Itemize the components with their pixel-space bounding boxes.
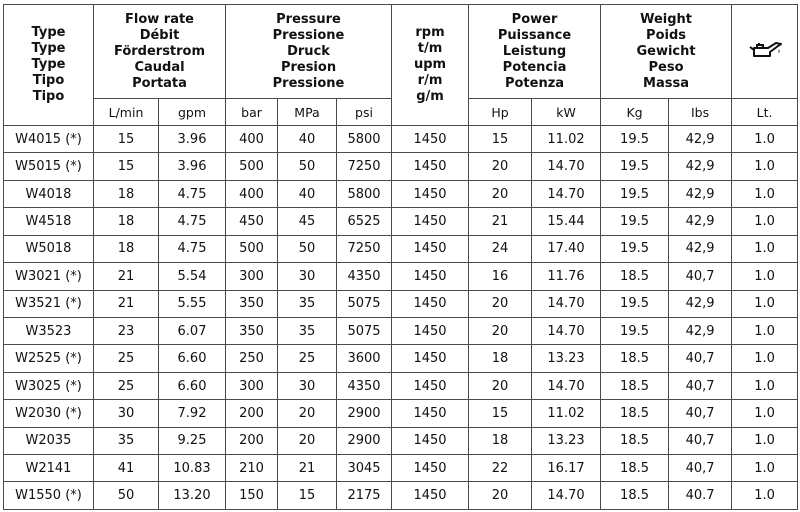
cell-rpm: 1450 <box>392 290 469 317</box>
unit-gpm: gpm <box>159 99 226 126</box>
cell-pressure-bar: 450 <box>226 208 278 235</box>
cell-model: W5018 <box>4 235 94 262</box>
unit-lmin: L/min <box>94 99 159 126</box>
cell-power-hp: 22 <box>469 455 532 482</box>
cell-power-kw: 13.23 <box>532 427 601 454</box>
cell-flow-lmin: 21 <box>94 263 159 290</box>
cell-flow-gpm: 10.83 <box>159 455 226 482</box>
cell-pressure-psi: 5800 <box>337 180 392 207</box>
power-header: Power Puissance Leistung Potencia Potenza <box>469 5 601 99</box>
cell-pressure-bar: 500 <box>226 153 278 180</box>
cell-weight-kg: 19.5 <box>601 153 669 180</box>
cell-weight-kg: 18.5 <box>601 263 669 290</box>
cell-weight-lbs: 42,9 <box>669 235 732 262</box>
cell-pressure-bar: 250 <box>226 345 278 372</box>
cell-flow-gpm: 13.20 <box>159 482 226 510</box>
cell-pressure-psi: 3045 <box>337 455 392 482</box>
table-row <box>4 290 798 317</box>
cell-power-kw: 17.40 <box>532 235 601 262</box>
cell-weight-lbs: 42,9 <box>669 317 732 344</box>
cell-weight-lbs: 40,7 <box>669 263 732 290</box>
cell-pressure-mpa: 25 <box>278 345 337 372</box>
cell-power-hp: 18 <box>469 345 532 372</box>
table-row <box>4 126 798 153</box>
cell-model: W2030 (*) <box>4 400 94 427</box>
cell-power-hp: 20 <box>469 372 532 399</box>
rpm-header: rpm t/m upm r/m g/m <box>392 5 469 126</box>
cell-flow-lmin: 50 <box>94 482 159 510</box>
table-row <box>4 153 798 180</box>
cell-pressure-psi: 2900 <box>337 427 392 454</box>
cell-pressure-psi: 5075 <box>337 290 392 317</box>
cell-power-kw: 14.70 <box>532 180 601 207</box>
cell-oil-lt: 1.0 <box>732 235 798 262</box>
cell-weight-kg: 18.5 <box>601 455 669 482</box>
cell-flow-gpm: 4.75 <box>159 208 226 235</box>
cell-rpm: 1450 <box>392 400 469 427</box>
cell-model: W2141 <box>4 455 94 482</box>
cell-rpm: 1450 <box>392 317 469 344</box>
cell-pressure-bar: 400 <box>226 180 278 207</box>
cell-flow-gpm: 7.92 <box>159 400 226 427</box>
cell-power-hp: 18 <box>469 427 532 454</box>
cell-pressure-bar: 150 <box>226 482 278 510</box>
cell-flow-gpm: 4.75 <box>159 235 226 262</box>
cell-flow-gpm: 3.96 <box>159 126 226 153</box>
cell-pressure-bar: 210 <box>226 455 278 482</box>
table-body <box>4 126 798 510</box>
cell-power-kw: 11.02 <box>532 126 601 153</box>
weight-header: Weight Poids Gewicht Peso Massa <box>601 5 732 99</box>
cell-pressure-bar: 300 <box>226 263 278 290</box>
cell-power-hp: 15 <box>469 400 532 427</box>
cell-pressure-psi: 4350 <box>337 263 392 290</box>
cell-pressure-psi: 5800 <box>337 126 392 153</box>
cell-pressure-mpa: 20 <box>278 400 337 427</box>
cell-flow-lmin: 25 <box>94 345 159 372</box>
table-row <box>4 482 798 510</box>
cell-pressure-psi: 2175 <box>337 482 392 510</box>
cell-oil-lt: 1.0 <box>732 482 798 510</box>
cell-weight-lbs: 42,9 <box>669 290 732 317</box>
cell-pressure-mpa: 40 <box>278 180 337 207</box>
cell-pressure-mpa: 20 <box>278 427 337 454</box>
table-row <box>4 180 798 207</box>
cell-oil-lt: 1.0 <box>732 317 798 344</box>
cell-oil-lt: 1.0 <box>732 372 798 399</box>
cell-flow-lmin: 25 <box>94 372 159 399</box>
cell-model: W4015 (*) <box>4 126 94 153</box>
cell-oil-lt: 1.0 <box>732 208 798 235</box>
cell-pressure-mpa: 21 <box>278 455 337 482</box>
cell-model: W3025 (*) <box>4 372 94 399</box>
cell-flow-lmin: 15 <box>94 153 159 180</box>
cell-weight-lbs: 42,9 <box>669 126 732 153</box>
cell-pressure-bar: 300 <box>226 372 278 399</box>
unit-kw: kW <box>532 99 601 126</box>
unit-bar: bar <box>226 99 278 126</box>
cell-flow-lmin: 35 <box>94 427 159 454</box>
cell-pressure-bar: 350 <box>226 317 278 344</box>
cell-rpm: 1450 <box>392 208 469 235</box>
cell-rpm: 1450 <box>392 263 469 290</box>
cell-flow-lmin: 18 <box>94 180 159 207</box>
cell-pressure-bar: 200 <box>226 427 278 454</box>
cell-pressure-bar: 500 <box>226 235 278 262</box>
unit-hp: Hp <box>469 99 532 126</box>
cell-power-kw: 11.76 <box>532 263 601 290</box>
cell-oil-lt: 1.0 <box>732 153 798 180</box>
cell-flow-gpm: 9.25 <box>159 427 226 454</box>
cell-pressure-mpa: 50 <box>278 153 337 180</box>
pump-spec-table <box>3 4 798 510</box>
cell-power-hp: 20 <box>469 317 532 344</box>
cell-flow-gpm: 6.07 <box>159 317 226 344</box>
cell-pressure-mpa: 35 <box>278 317 337 344</box>
cell-weight-lbs: 40,7 <box>669 455 732 482</box>
cell-rpm: 1450 <box>392 455 469 482</box>
table-row <box>4 235 798 262</box>
cell-model: W4018 <box>4 180 94 207</box>
cell-power-hp: 16 <box>469 263 532 290</box>
cell-flow-gpm: 6.60 <box>159 345 226 372</box>
cell-flow-lmin: 41 <box>94 455 159 482</box>
cell-power-kw: 14.70 <box>532 153 601 180</box>
cell-model: W3021 (*) <box>4 263 94 290</box>
unit-kg: Kg <box>601 99 669 126</box>
cell-weight-lbs: 40,7 <box>669 345 732 372</box>
unit-lbs: Ibs <box>669 99 732 126</box>
cell-pressure-psi: 6525 <box>337 208 392 235</box>
cell-power-kw: 14.70 <box>532 372 601 399</box>
cell-power-hp: 20 <box>469 290 532 317</box>
cell-oil-lt: 1.0 <box>732 290 798 317</box>
cell-power-hp: 20 <box>469 482 532 510</box>
cell-oil-lt: 1.0 <box>732 180 798 207</box>
cell-power-hp: 15 <box>469 126 532 153</box>
table-row <box>4 345 798 372</box>
table-row <box>4 400 798 427</box>
cell-rpm: 1450 <box>392 153 469 180</box>
cell-pressure-mpa: 45 <box>278 208 337 235</box>
cell-weight-kg: 18.5 <box>601 427 669 454</box>
cell-pressure-mpa: 30 <box>278 263 337 290</box>
cell-flow-lmin: 30 <box>94 400 159 427</box>
table-row <box>4 208 798 235</box>
cell-rpm: 1450 <box>392 235 469 262</box>
cell-flow-lmin: 15 <box>94 126 159 153</box>
cell-pressure-psi: 3600 <box>337 345 392 372</box>
cell-pressure-psi: 2900 <box>337 400 392 427</box>
cell-flow-lmin: 18 <box>94 235 159 262</box>
cell-rpm: 1450 <box>392 345 469 372</box>
table-row <box>4 427 798 454</box>
cell-model: W5015 (*) <box>4 153 94 180</box>
cell-pressure-bar: 350 <box>226 290 278 317</box>
cell-power-kw: 11.02 <box>532 400 601 427</box>
cell-oil-lt: 1.0 <box>732 400 798 427</box>
cell-weight-kg: 18.5 <box>601 372 669 399</box>
cell-model: W2035 <box>4 427 94 454</box>
table-row <box>4 317 798 344</box>
cell-rpm: 1450 <box>392 372 469 399</box>
flow-rate-header: Flow rate Débit Förderstrom Caudal Portata <box>94 5 226 99</box>
cell-weight-kg: 19.5 <box>601 290 669 317</box>
table-row <box>4 372 798 399</box>
cell-weight-kg: 19.5 <box>601 317 669 344</box>
cell-weight-kg: 18.5 <box>601 400 669 427</box>
cell-flow-gpm: 6.60 <box>159 372 226 399</box>
cell-flow-gpm: 5.55 <box>159 290 226 317</box>
cell-weight-kg: 19.5 <box>601 235 669 262</box>
cell-model: W4518 <box>4 208 94 235</box>
cell-pressure-mpa: 40 <box>278 126 337 153</box>
cell-flow-gpm: 3.96 <box>159 153 226 180</box>
cell-power-hp: 20 <box>469 153 532 180</box>
cell-flow-gpm: 5.54 <box>159 263 226 290</box>
cell-weight-lbs: 42,9 <box>669 180 732 207</box>
cell-pressure-psi: 4350 <box>337 372 392 399</box>
cell-pressure-mpa: 30 <box>278 372 337 399</box>
cell-pressure-bar: 400 <box>226 126 278 153</box>
cell-oil-lt: 1.0 <box>732 345 798 372</box>
cell-rpm: 1450 <box>392 126 469 153</box>
cell-weight-kg: 18.5 <box>601 345 669 372</box>
cell-weight-lbs: 40,7 <box>669 427 732 454</box>
cell-flow-lmin: 23 <box>94 317 159 344</box>
cell-oil-lt: 1.0 <box>732 126 798 153</box>
cell-pressure-psi: 7250 <box>337 235 392 262</box>
cell-weight-lbs: 42,9 <box>669 153 732 180</box>
cell-power-kw: 15.44 <box>532 208 601 235</box>
cell-oil-lt: 1.0 <box>732 455 798 482</box>
cell-model: W2525 (*) <box>4 345 94 372</box>
cell-pressure-psi: 5075 <box>337 317 392 344</box>
cell-power-hp: 20 <box>469 180 532 207</box>
cell-power-kw: 13.23 <box>532 345 601 372</box>
unit-lt: Lt. <box>732 99 798 126</box>
cell-model: W3521 (*) <box>4 290 94 317</box>
cell-pressure-bar: 200 <box>226 400 278 427</box>
cell-oil-lt: 1.0 <box>732 263 798 290</box>
cell-power-kw: 14.70 <box>532 290 601 317</box>
cell-oil-lt: 1.0 <box>732 427 798 454</box>
cell-weight-kg: 19.5 <box>601 180 669 207</box>
cell-flow-lmin: 21 <box>94 290 159 317</box>
table-row <box>4 263 798 290</box>
cell-weight-kg: 19.5 <box>601 208 669 235</box>
cell-weight-lbs: 40,7 <box>669 400 732 427</box>
table-row <box>4 455 798 482</box>
unit-psi: psi <box>337 99 392 126</box>
cell-model: W1550 (*) <box>4 482 94 510</box>
oil-header <box>732 5 798 99</box>
type-header: Type Type Type Tipo Tipo <box>4 5 94 126</box>
cell-power-hp: 24 <box>469 235 532 262</box>
cell-flow-lmin: 18 <box>94 208 159 235</box>
cell-weight-lbs: 42,9 <box>669 208 732 235</box>
cell-flow-gpm: 4.75 <box>159 180 226 207</box>
cell-rpm: 1450 <box>392 482 469 510</box>
cell-pressure-mpa: 35 <box>278 290 337 317</box>
cell-power-kw: 16.17 <box>532 455 601 482</box>
oil-can-icon <box>748 38 782 60</box>
cell-power-kw: 14.70 <box>532 482 601 510</box>
cell-weight-lbs: 40,7 <box>669 372 732 399</box>
cell-rpm: 1450 <box>392 180 469 207</box>
cell-weight-lbs: 40.7 <box>669 482 732 510</box>
cell-pressure-mpa: 50 <box>278 235 337 262</box>
cell-pressure-psi: 7250 <box>337 153 392 180</box>
pressure-header: Pressure Pressione Druck Presion Pressione <box>226 5 392 99</box>
cell-power-hp: 21 <box>469 208 532 235</box>
cell-weight-kg: 19.5 <box>601 126 669 153</box>
cell-weight-kg: 18.5 <box>601 482 669 510</box>
cell-rpm: 1450 <box>392 427 469 454</box>
cell-power-kw: 14.70 <box>532 317 601 344</box>
cell-model: W3523 <box>4 317 94 344</box>
cell-pressure-mpa: 15 <box>278 482 337 510</box>
unit-mpa: MPa <box>278 99 337 126</box>
